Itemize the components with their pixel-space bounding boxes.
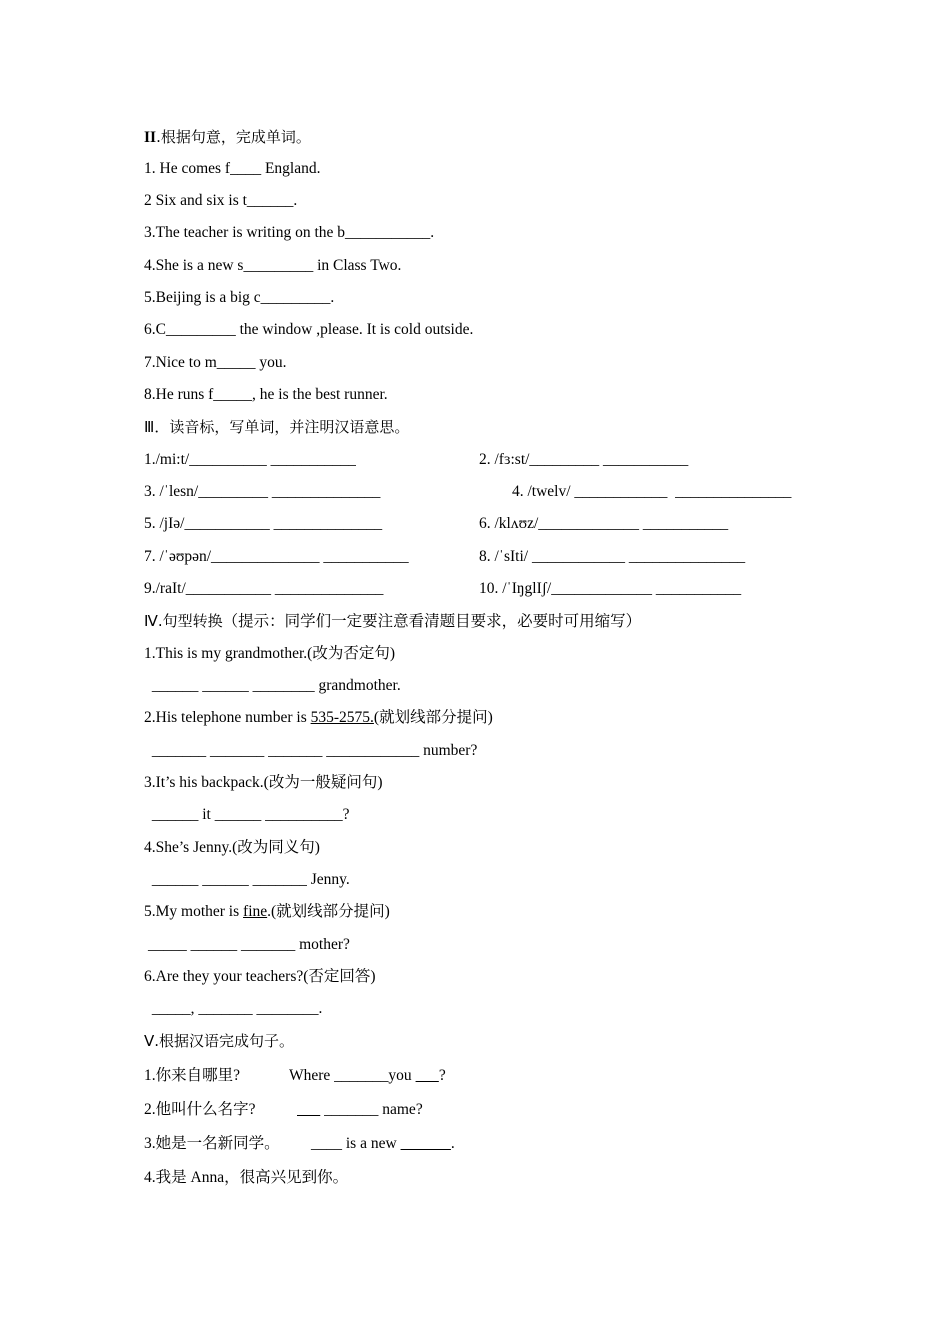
s3-right-4: 8. /ˈsIti/ ____________ _______________ [479,548,746,565]
s5-item-2-chinese: 2.他叫什么名字? [144,1101,256,1118]
s5-item-1 [144,1066,446,1086]
s4-answer-1: ______ ______ ________ grandmother. [148,677,401,694]
s4-question-2 [144,708,493,728]
s4-answer-2: _______ _______ _______ ____________ number? [148,742,478,759]
s4-q2-text: 2.His telephone number is [144,709,311,726]
s5-item-3 [144,1134,455,1154]
s2-item-4: 4.She is a new s_________ in Class Two. [144,257,402,274]
s5-item-2-english [297,1100,423,1120]
s5-item-1-english [289,1066,446,1086]
s4-answer-5: _____ ______ _______ mother? [148,936,350,953]
s5-item-3-chinese: 3.她是一名新同学。 [144,1135,280,1152]
underlined-word-fine: fine [243,903,268,920]
s5-item-2-text: _______ name? [320,1101,423,1118]
section-4-heading: Ⅳ.句型转换 [144,612,223,630]
s4-q2-instruction: (就划线部分提问) [373,709,493,726]
s2-item-1: 1. He comes f____ England. [144,160,321,177]
s5-item-1-blank [416,1067,439,1084]
s5-item-1-text: Where _______you [289,1067,416,1084]
s5-item-2-blank [297,1101,320,1118]
section-2-heading: .根据句意，完成单词。 [156,128,311,146]
s5-item-2 [144,1100,423,1120]
s3-left-1: 1./mi:t/__________ ___________ [144,451,356,468]
s4-question-3: 3.It’s his backpack.(改为一般疑问句) [144,774,383,791]
s3-right-3: 6. /klʌʊz/_____________ ___________ [479,515,729,532]
section-3-title: Ⅲ．读音标，写单词，并注明汉语意思。 [144,418,410,436]
s3-left-5: 9./raIt/___________ ______________ [144,580,384,597]
s5-item-3-end: . [450,1135,455,1152]
s2-item-2: 2 Six and six is t______. [144,192,298,209]
s4-answer-6: _____, _______ ________. [148,1000,323,1017]
s3-left-2: 3. /ˈlesn/_________ ______________ [144,483,381,500]
s5-item-1-end: ? [438,1067,446,1084]
underlined-phone-number: 535-2575. [310,709,374,726]
s5-item-3-blank [401,1135,451,1152]
s4-q5-text: 5.My mother is [144,903,244,920]
section-5-title: Ⅴ.根据汉语完成句子。 [144,1032,295,1050]
s2-item-6: 6.C_________ the window ,please. It is cold outside. [144,321,474,338]
s3-right-1: 2. /fɜ:st/_________ ___________ [479,451,689,468]
s4-q5-instruction: .(就划线部分提问) [267,903,390,920]
s3-left-4: 7. /ˈəʊpən/______________ ___________ [144,548,409,565]
s4-answer-3: ______ it ______ __________? [148,806,350,823]
s4-question-6: 6.Are they your teachers?(否定回答) [144,968,376,985]
section-4-title [144,611,641,632]
section-2-number: II [144,129,157,146]
s2-item-7: 7.Nice to m_____ you. [144,354,287,371]
s4-answer-4: ______ ______ _______ Jenny. [148,871,350,888]
s3-left-3: 5. /jIə/___________ ______________ [144,515,383,532]
section-4-hint: （提示：同学们一定要注意看清题目要求，必要时可用缩写） [222,613,642,630]
s3-right-5: 10. /ˈIŋglIʃ/_____________ ___________ [479,580,742,597]
s4-question-4: 4.She’s Jenny.(改为同义句) [144,839,320,856]
s4-question-1: 1.This is my grandmother.(改为否定句) [144,645,395,662]
s3-right-2: 4. /twelv/ ____________ _______________ [512,483,792,500]
s2-item-8: 8.He runs f_____, he is the best runner. [144,386,388,403]
s5-item-4: 4.我是 Anna，很高兴见到你。 [144,1169,349,1186]
s4-question-5 [144,902,390,922]
s5-item-3-text: ____ is a new [311,1135,401,1152]
s5-item-3-english [311,1134,455,1154]
section-2-title [144,127,311,148]
s2-item-3: 3.The teacher is writing on the b___________. [144,224,435,241]
s5-item-1-chinese: 1.你来自哪里? [144,1067,241,1084]
s2-item-5: 5.Beijing is a big c_________. [144,289,335,306]
